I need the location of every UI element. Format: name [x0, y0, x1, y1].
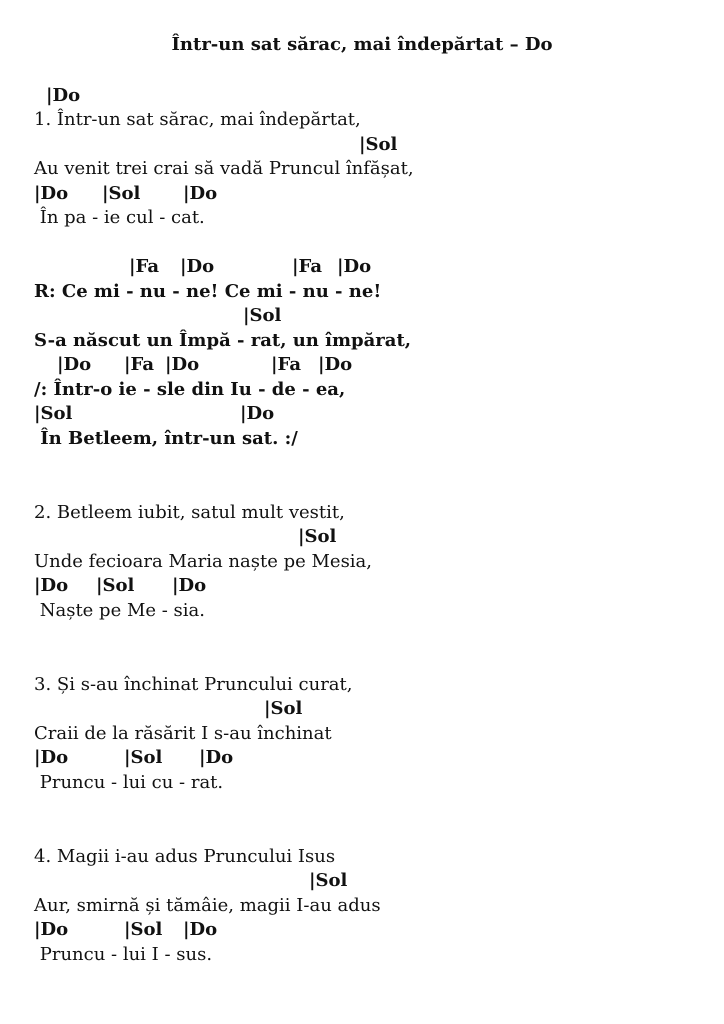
- chord: |Sol: [298, 526, 337, 547]
- chord: |Do: [318, 354, 353, 375]
- refrain-line: În Betleem, într-un sat. :/: [34, 428, 298, 449]
- chord: |Do: [34, 919, 69, 940]
- chord: |Sol: [243, 305, 282, 326]
- lyric-line: 3. Și s-au închinat Pruncului curat,: [34, 674, 353, 695]
- chord: |Fa: [129, 256, 160, 277]
- chord: |Sol: [34, 403, 73, 424]
- chord: |Sol: [102, 183, 141, 204]
- refrain-line: /: Într-o ie - sle din Iu - de - ea,: [34, 379, 346, 400]
- chord: |Sol: [264, 698, 303, 719]
- chord: |Do: [199, 747, 234, 768]
- chord: |Fa: [271, 354, 302, 375]
- lyric-line: Pruncu - lui cu - rat.: [34, 772, 224, 793]
- chord: |Do: [183, 919, 218, 940]
- chord: |Do: [172, 575, 207, 596]
- chord: |Do: [337, 256, 372, 277]
- lyric-line: 1. Într-un sat sărac, mai îndepărtat,: [34, 109, 361, 130]
- chord: |Fa: [292, 256, 323, 277]
- chord: |Fa: [124, 354, 155, 375]
- chord: |Do: [34, 183, 69, 204]
- chord: |Sol: [96, 575, 135, 596]
- lyric-line: Unde fecioara Maria naște pe Mesia,: [34, 551, 373, 572]
- chord: |Do: [46, 85, 81, 106]
- chord: |Do: [240, 403, 275, 424]
- chord: |Do: [180, 256, 215, 277]
- chord: |Do: [57, 354, 92, 375]
- lyric-line: Naște pe Me - sia.: [34, 600, 205, 621]
- chord: |Sol: [124, 919, 163, 940]
- chord: |Sol: [359, 134, 398, 155]
- refrain-line: S-a născut un Împă - rat, un împărat,: [34, 330, 412, 351]
- lyric-line: Craii de la răsărit I s-au închinat: [34, 723, 332, 744]
- lyric-line: 4. Magii i-au adus Pruncului Isus: [34, 846, 336, 867]
- lyric-line: Pruncu - lui I - sus.: [34, 944, 213, 965]
- lyric-line: 2. Betleem iubit, satul mult vestit,: [34, 502, 345, 523]
- song-title: Într-un sat sărac, mai îndepărtat – Do: [171, 34, 553, 55]
- chord: |Do: [34, 575, 69, 596]
- chord: |Do: [165, 354, 200, 375]
- chord: |Sol: [124, 747, 163, 768]
- chord: |Do: [183, 183, 218, 204]
- lyric-line: Au venit trei crai să vadă Pruncul înfășat,: [34, 158, 414, 179]
- refrain-line: R: Ce mi - nu - ne! Ce mi - nu - ne!: [34, 281, 382, 302]
- chord: |Do: [34, 747, 69, 768]
- chord: |Sol: [309, 870, 348, 891]
- lyric-line: Aur, smirnă și tămâie, magii I-au adus: [34, 895, 381, 916]
- lyric-line: În pa - ie cul - cat.: [34, 207, 205, 228]
